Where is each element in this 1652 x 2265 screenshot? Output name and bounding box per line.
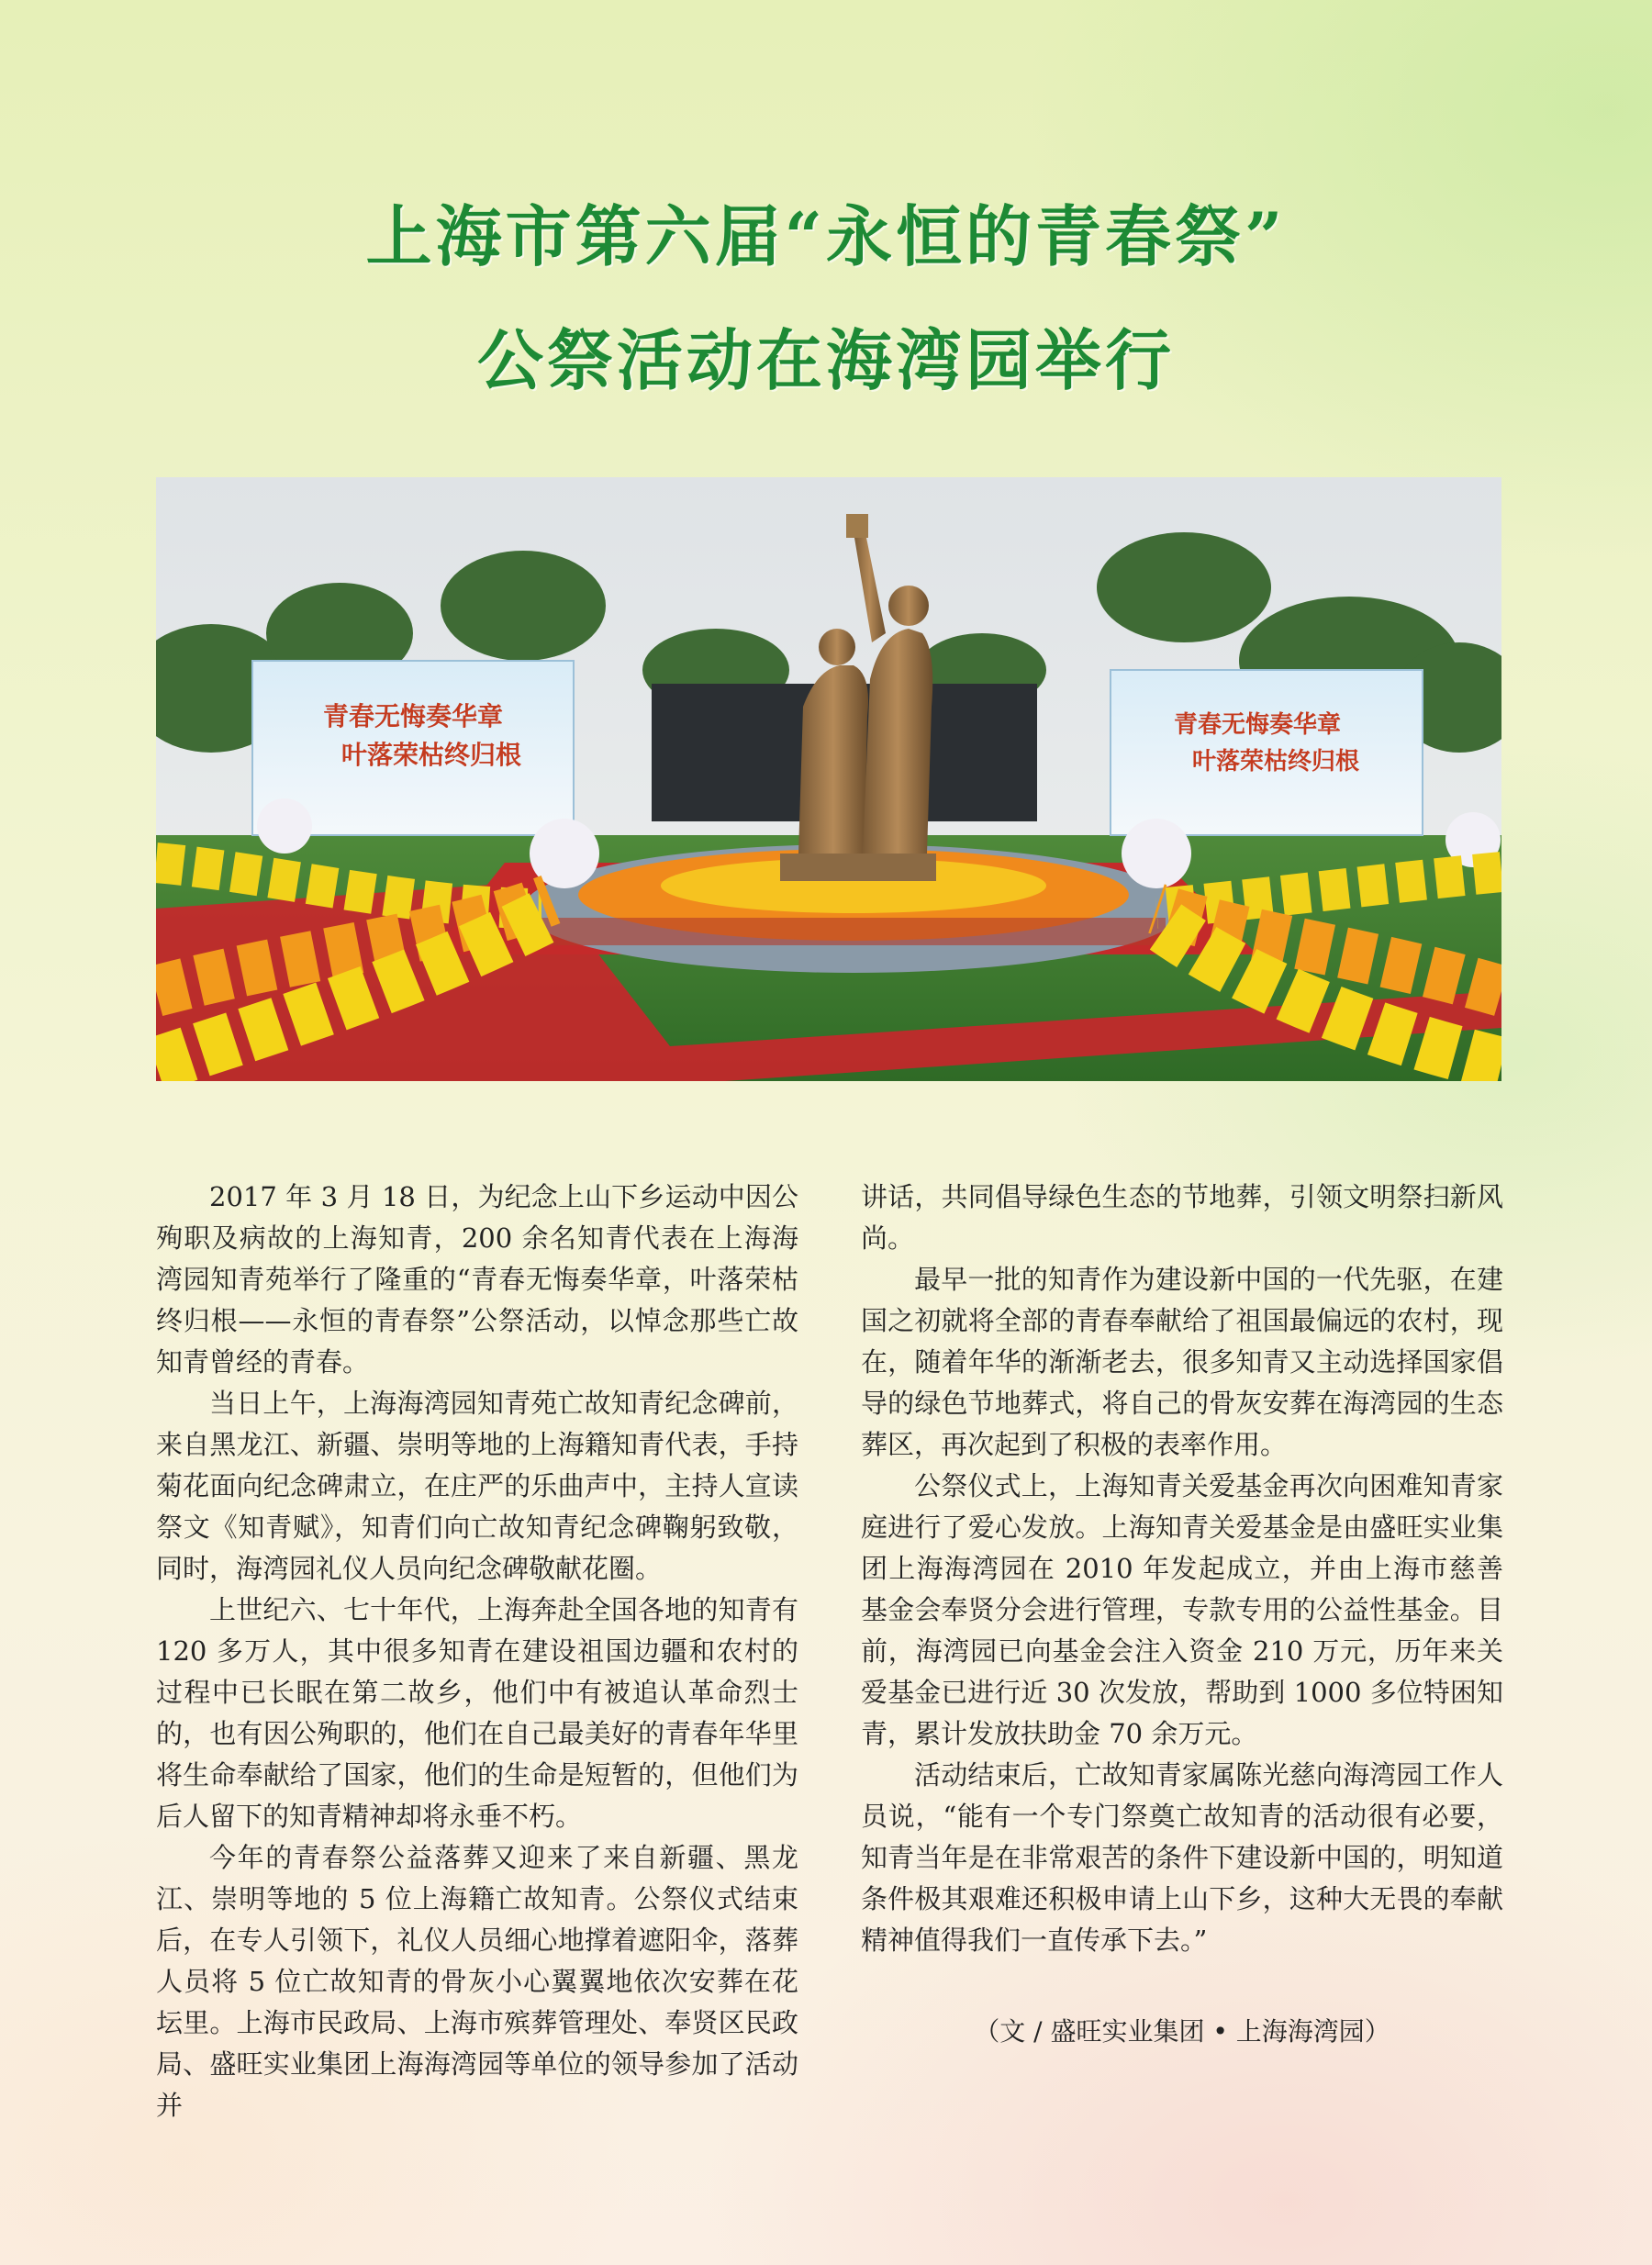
left-banner-line1: 青春无悔奏华章 [322,701,504,731]
article-column-left [156,1177,798,2126]
article-column-right [861,1177,1503,1961]
left-banner-line2: 叶落荣枯终归根 [340,740,522,770]
paragraph-6: 公祭仪式上，上海知青关爱基金再次向困难知青家庭进行了爱心发放。上海知青关爱基金是由盛旺实业集团上海海湾园在 2010 年发起成立，并由上海市慈善基金会奉贤分会进行管理，专款专用的公益性基金。目前，海湾园已向基金会注入资金 210 万元，历年来关爱基金已进行近 30 次发放，帮助到 1000 多位特困知青，累计发放扶助金 70 余万元。 [861,1470,1503,1749]
right-banner-line1: 青春无悔奏华章 [1173,711,1342,739]
paragraph-1: 2017 年 3 月 18 日，为纪念上山下乡运动中因公殉职及病故的上海知青，200 余名知青代表在上海海湾园知青苑举行了隆重的“青春无悔奏华章，叶落荣枯终归根——永恒的青春祭”公祭活动，以悼念那些亡故知青曾经的青春。 [156,1181,798,1378]
right-banner-line2: 叶落荣枯终归根 [1191,748,1360,775]
article-credit: （文 / 盛旺实业集团 • 上海海湾园） [974,2016,1390,2047]
paragraph-5: 最早一批的知青作为建设新中国的一代先驱，在建国之初就将全部的青春奉献给了祖国最偏远的农村，现在，随着年华的渐渐老去，很多知青又主动选择国家倡导的绿色节地葬式，将自己的骨灰安葬在海湾园的生态葬区，再次起到了积极的表率作用。 [861,1264,1503,1460]
paragraph-4: 今年的青春祭公益落葬又迎来了来自新疆、黑龙江、崇明等地的 5 位上海籍亡故知青。公祭仪式结束后，在专人引领下，礼仪人员细心地撑着遮阳伞，落葬人员将 5 位亡故知青的骨灰小心翼翼地依次安葬在花坛里。上海市民政局、上海市殡葬管理处、奉贤区民政局、盛旺实业集团上海海湾园等单位的领导参加了活动并 [156,1842,798,2121]
article-title-line1: 上海市第六届“永恒的青春祭” [365,197,1287,275]
article-title-line2: 公祭活动在海湾园举行 [476,321,1175,399]
paragraph-2: 当日上午，上海海湾园知青苑亡故知青纪念碑前，来自黑龙江、新疆、崇明等地的上海籍知青代表，手持菊花面向纪念碑肃立，在庄严的乐曲声中，主持人宣读祭文《知青赋》，知青们向亡故知青纪念碑鞠躬致敬，同时，海湾园礼仪人员向纪念碑敬献花圈。 [156,1388,798,1584]
paragraph-7: 活动结束后，亡故知青家属陈光慈向海湾园工作人员说，“能有一个专门祭奠亡故知青的活动很有必要，知青当年是在非常艰苦的条件下建设新中国的，明知道条件极其艰难还积极申请上山下乡，这种大无畏的奉献精神值得我们一直传承下去。” [861,1759,1503,1956]
event-photo [156,477,1501,1081]
right-banner [1111,670,1423,835]
paragraph-3: 上世纪六、七十年代，上海奔赴全国各地的知青有 120 多万人，其中很多知青在建设祖国边疆和农村的过程中已长眠在第二故乡，他们中有被追认革命烈士的，也有因公殉职的，他们在自己最美好的青春年华里将生命奉献给了国家，他们的生命是短暂的，但他们为后人留下的知青精神却将永垂不朽。 [156,1594,798,1832]
paragraph-4-continued: 讲话，共同倡导绿色生态的节地葬，引领文明祭扫新风尚。 [861,1181,1503,1254]
